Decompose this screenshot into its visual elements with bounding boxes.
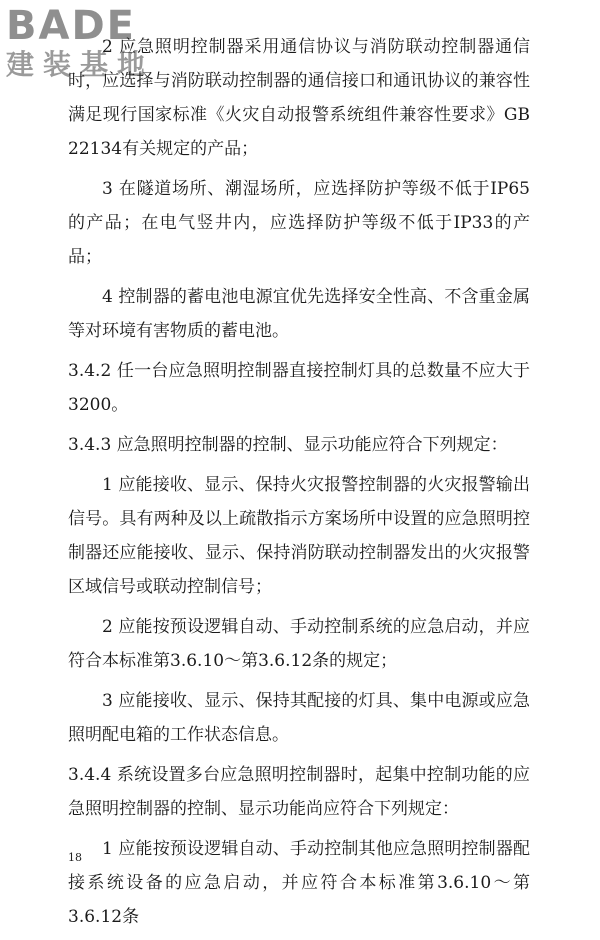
clause-3-4-2: 3.4.2 任一台应急照明控制器直接控制灯具的总数量不应大于3200。 — [68, 361, 530, 415]
clause-3-4-3-item-1: 1 应能接收、显示、保持火灾报警控制器的火灾报警输出信号。具有两种及以上疏散指示方案场所中设置的应急照明控制器还应能接收、显示、保持消防联动控制器发出的火灾报警区域信号或联动控制信号； — [68, 475, 530, 597]
watermark-subtitle: 建装基地 — [6, 48, 155, 81]
paragraph-item-3: 3 在隧道场所、潮湿场所，应选择防护等级不低于IP65的产品；在电气竖井内，应选择防护等级不低于IP33的产品； — [68, 179, 530, 267]
paragraph-item-2: 2 应急照明控制器采用通信协议与消防联动控制器通信时，应选择与消防联动控制器的通信接口和通讯协议的兼容性满足现行国家标准《火灾自动报警系统组件兼容性要求》GB 22134有关规定的产品； — [68, 37, 530, 159]
clause-3-4-4: 3.4.4 系统设置多台应急照明控制器时，起集中控制功能的应急照明控制器的控制、显示功能尚应符合下列规定： — [68, 765, 530, 819]
clause-3-4-3-item-2: 2 应能按预设逻辑自动、手动控制系统的应急启动，并应符合本标准第3.6.10～第3.6.12条的规定； — [68, 617, 530, 671]
document-body — [68, 30, 530, 940]
watermark-brand: BADE — [6, 3, 136, 49]
paragraph-item-4: 4 控制器的蓄电池电源宜优先选择安全性高、不含重金属等对环境有害物质的蓄电池。 — [68, 287, 530, 341]
clause-3-4-3-item-3: 3 应能接收、显示、保持其配接的灯具、集中电源或应急照明配电箱的工作状态信息。 — [68, 691, 530, 745]
clause-3-4-4-item-1: 1 应能按预设逻辑自动、手动控制其他应急照明控制器配接系统设备的应急启动，并应符合本标准第3.6.10～第3.6.12条 — [68, 839, 530, 927]
page-number: 18 — [68, 851, 82, 864]
clause-3-4-3: 3.4.3 应急照明控制器的控制、显示功能应符合下列规定： — [68, 435, 508, 455]
